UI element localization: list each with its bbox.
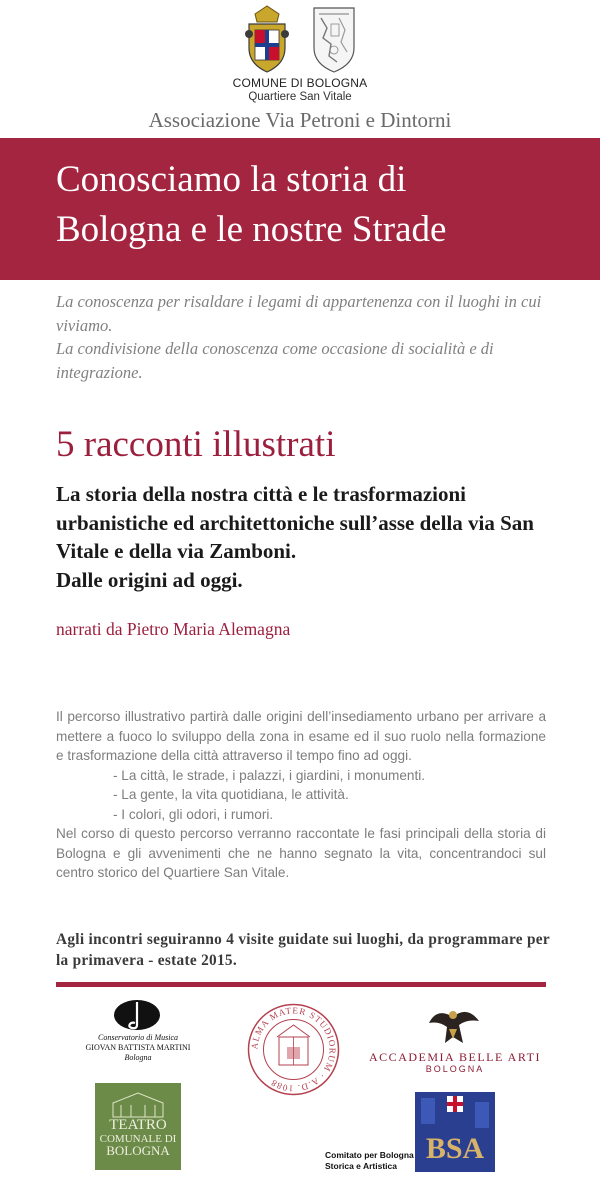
main-heading: 5 racconti illustrati <box>56 424 336 465</box>
bullet-item: - I colori, gli odori, i rumori. <box>113 806 274 822</box>
subheading <box>56 480 576 594</box>
conservatorio-line-3: Bologna <box>124 1053 152 1062</box>
banner-title <box>56 155 596 255</box>
banner-title-line-2: Bologna e le nostre Strade <box>56 209 447 250</box>
intro-line-2: La condivisione della conoscenza come occasione di socialità e di integrazione. <box>56 339 494 382</box>
theatre-facade-icon <box>95 1089 181 1119</box>
subheading-origins: Dalle origini ad oggi. <box>56 567 243 592</box>
conservatorio-line-1: Conservatorio di Musica <box>98 1033 178 1042</box>
accademia-angel-icon <box>423 1003 483 1047</box>
association-name: Associazione Via Petroni e Dintorni <box>148 108 452 132</box>
comitato-line-2: Storica e Artistica <box>325 1161 397 1171</box>
body-paragraph-2: Nel corso di questo percorso verranno raccontate le fasi principali della storia di Bologna e gli avvenimenti che ne hanno segnato la vita, concentrandoci sul centro storico del Quartiere San Vitale. <box>56 826 546 880</box>
comitato-text <box>325 1150 415 1172</box>
teatro-line-3: BOLOGNA <box>106 1143 170 1158</box>
comitato-line-1: Comitato per Bologna <box>325 1150 414 1160</box>
body-text <box>56 707 546 883</box>
bologna-coat-of-arms-icon <box>243 4 291 74</box>
san-vitale-emblem-icon <box>309 4 359 74</box>
subheading-text: La storia della nostra città e le trasformazioni urbanistiche ed architettoniche sull’asse della via San Vitale e della via Zamboni. <box>56 482 534 563</box>
teatro-text <box>95 1118 181 1157</box>
svg-text:BSA: BSA <box>425 1132 485 1165</box>
accademia-name: ACCADEMIA BELLE ARTI <box>369 1050 541 1064</box>
narrator-line: narrati da Pietro Maria Alemagna <box>56 619 291 639</box>
teatro-line-1: TEATRO <box>109 1117 167 1133</box>
bullet-item: - La gente, la vita quotidiana, le attività. <box>113 787 349 802</box>
intro-text <box>56 290 566 384</box>
accademia-city: BOLOGNA <box>425 1064 485 1074</box>
bullet-item: - La città, le strade, i palazzi, i giardini, i monumenti. <box>113 767 426 783</box>
bsa-logo-icon <box>415 1092 495 1172</box>
conservatorio-logo-icon <box>113 999 161 1031</box>
conservatorio-line-2: GIOVAN BATTISTA MARTINI <box>85 1043 191 1052</box>
quartiere-label: Quartiere San Vitale <box>248 91 352 103</box>
svg-text:ALMA MATER STUDIORUM · A.D. 10: ALMA MATER STUDIORUM · A.D. 1088 <box>249 1005 338 1094</box>
divider <box>56 982 546 987</box>
intro-line-1: La conoscenza per risaldare i legami di appartenenza con il luoghi in cui viviamo. <box>56 292 542 335</box>
conservatorio-text <box>76 1033 200 1063</box>
teatro-line-2: COMUNALE DI <box>99 1133 177 1145</box>
banner-title-line-1: Conosciamo la storia di <box>56 159 407 200</box>
comune-label: COMUNE DI BOLOGNA <box>232 76 368 90</box>
university-seal-icon <box>247 1003 340 1096</box>
guided-visits-note: Agli incontri seguiranno 4 visite guidate sui luoghi, da programmare per la primavera - estate 2015. <box>56 931 550 969</box>
body-paragraph-1: Il percorso illustrativo partirà dalle origini dell’insediamento urbano per arrivare a mettere a fuoco lo sviluppo della zona in esame ed il suo ruolo nella formazione e trasformazione della città attraverso il tempo fino ad oggi. <box>56 709 546 763</box>
